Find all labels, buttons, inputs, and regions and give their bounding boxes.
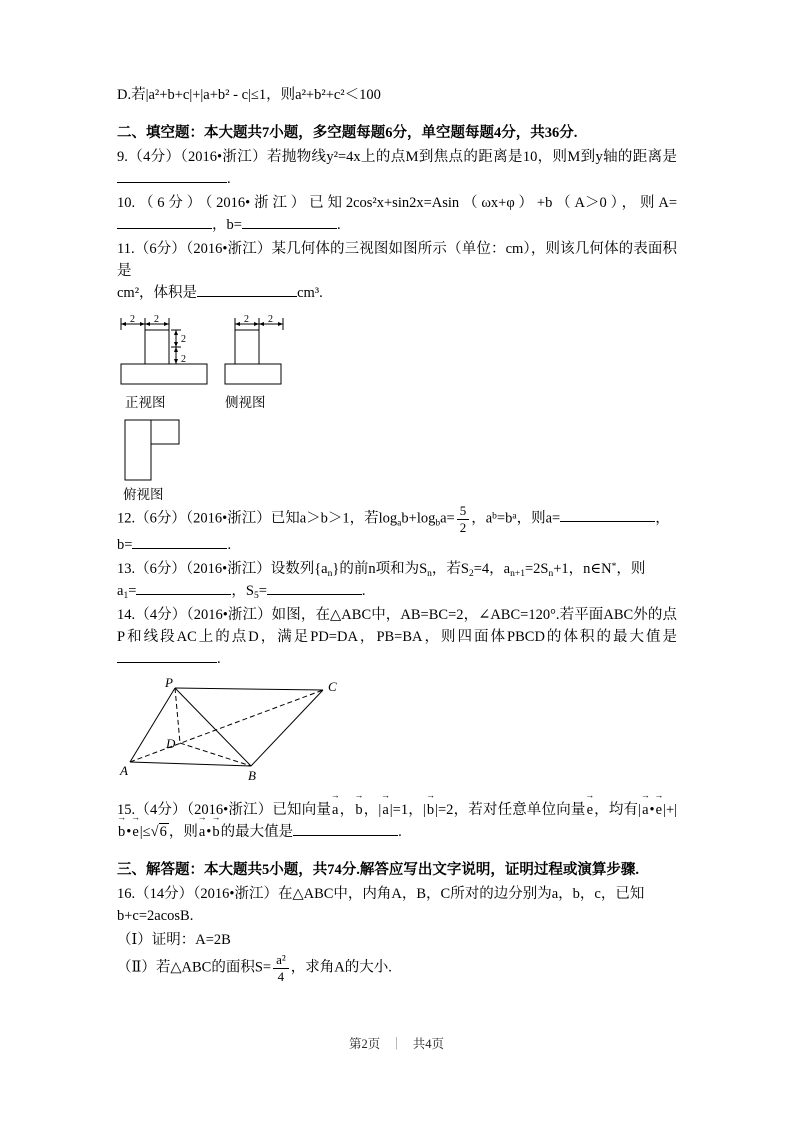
vertex-label-a: A xyxy=(120,763,128,779)
front-top-dim-2: 2 xyxy=(154,314,159,325)
footer-total-pages: 共4页 xyxy=(412,1037,445,1051)
option-d-line: D.若|a²+b+c|+|a+b² - c|≤1，则a²+b²+c²＜100 xyxy=(117,87,381,103)
vertex-label-d: D xyxy=(166,736,176,752)
vertex-label-c: C xyxy=(328,679,337,695)
vertex-label-p: P xyxy=(165,676,173,691)
page-footer xyxy=(0,1034,793,1052)
question-16: 16.（14分）（2016•浙江）在△ABC中，内角A，B，C所对的边分别为a，b，c，已知 b+c=2acosB. xyxy=(117,886,645,925)
tetrahedron-drawing xyxy=(119,676,354,788)
question-9: 9.（4分）（2016•浙江）若抛物线y²=4x上的点M到焦点的距离是10，则M到y轴的距离是. xyxy=(117,149,677,187)
section-fill-in-header: 二、填空题：本大题共7小题，多空题每题6分，单空题每题4分，共36分. xyxy=(117,125,578,141)
front-view-drawing xyxy=(119,312,211,388)
question-16-part-2: （Ⅱ）若△ABC的面积S= $\frac{\text{a²}}{4}$ ，求角A的大小. xyxy=(117,952,392,984)
three-view-figure xyxy=(119,312,677,502)
section-answer-header: 三、解答题：本大题共5小题，共74分.解答应写出文字说明，证明过程或演算步骤. xyxy=(117,862,639,879)
side-top-dim-1: 2 xyxy=(244,314,249,325)
question-15: 15.（4分）（2016•浙江）已知向量a →，b →，|a →|=1，|b →|=2，若对任意单位向量e →，均有|a →•e →|+|b →•e →|≤√6 ，则a →•b →的最大值是 . xyxy=(117,799,677,843)
tetrahedron-figure xyxy=(119,676,677,795)
front-right-dim-2: 2 xyxy=(181,354,186,365)
question-10: 10.（6分）（2016•浙江）已知2cos²x+sin2x=Asin（ωx+φ）+b（A＞0），则A=，b= . xyxy=(117,195,677,233)
front-top-dim-1: 2 xyxy=(130,314,135,325)
front-right-dim-1: 2 xyxy=(181,334,186,345)
question-11: 11.（6分）（2016•浙江）某几何体的三视图如图所示（单位：cm），则该几何体的表面积是 cm²，体积是 cm³. xyxy=(117,241,677,301)
top-view-drawing xyxy=(123,418,185,484)
footer-page-number: 第2页 xyxy=(348,1037,381,1051)
footer-separator: ｜ xyxy=(390,1037,403,1051)
side-view-label: 侧视图 xyxy=(225,395,266,410)
side-top-dim-2: 2 xyxy=(268,314,273,325)
question-13: 13.（6分）（2016•浙江）设数列$\{a_n\}$的前n项和为$S_n$，若$S_2=4$，$a_{n+1}=2S_n+1$，n∈N*，则 $a_1=$ ，$S_5=$ . xyxy=(117,561,646,602)
front-view-label: 正视图 xyxy=(125,395,166,410)
top-view-label: 俯视图 xyxy=(123,487,164,502)
document-body xyxy=(117,84,677,986)
question-12: 12.（6分）（2016•浙江）已知a＞b＞1，若$\log_ab+\log_ba=$ $\frac{5}{2}$ ，$a^b=b^a$，则a= ， b= . xyxy=(117,503,670,554)
question-14: 14.（4分）（2016•浙江）如图，在△ABC中，AB=BC=2，∠ABC=120°.若平面ABC外的点P和线段AC上的点D，满足PD=DA，PB=BA，则四面体PBCD的体积的最大值是. xyxy=(117,607,677,668)
side-view-drawing xyxy=(223,312,289,388)
vertex-label-b: B xyxy=(248,768,256,784)
question-16-part-1: （Ⅰ）证明：A=2B xyxy=(117,932,231,949)
